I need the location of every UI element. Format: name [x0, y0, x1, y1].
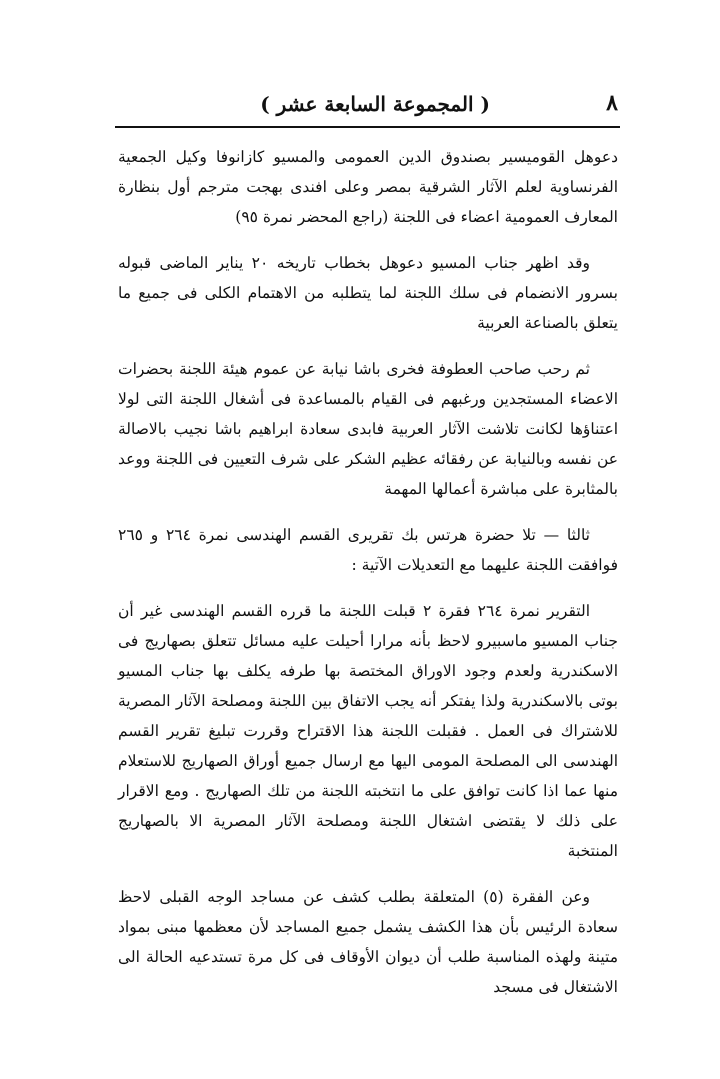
running-title: ( المجموعة السابعة عشر ) [260, 92, 490, 116]
paragraph-2: وقد اظهر جناب المسيو دعوهل بخطاب تاريخه ٢٠ يناير الماضى قبوله بسرور الانضمام فى سلك اللجنة لما يتطلبه من الاهتمام الكلى فى جميع ما يتعلق بالصناعة العربية [118, 254, 618, 332]
paragraph-4: ثالثا — تلا حضرة هرتس بك تقريرى القسم الهندسى نمرة ٢٦٤ و ٢٦٥ فوافقت اللجنة عليهما مع التعديلات الآتية : [118, 526, 618, 574]
paragraph-1: دعوهل القوميسير بصندوق الدين العمومى والمسيو كازانوفا وكيل الجمعية الفرنساوية لعلم الآثار الشرقية بمصر وعلى افندى بهجت مترجم أول بنظارة المعارف العمومية اعضاء فى اللجنة (راجع المحضر نمرة ٩٥) [118, 148, 618, 226]
page-header [115, 86, 620, 126]
paragraph-3: ثم رحب صاحب العطوفة فخرى باشا نيابة عن عموم هيئة اللجنة بحضرات الاعضاء المستجدين ورغبهم فى القيام بالمساعدة فى أشغال اللجنة التى لولا اعتناؤها لكانت تلاشت الآثار العربية فابدى سعادة ابراهيم باشا نجيب بالاصالة عن نفسه وبالنيابة عن رفقائه عظيم الشكر على شرف التعيين فى اللجنة ووعد بالمثابرة على مباشرة أعمالها المهمة [118, 360, 618, 498]
page-number: ٨ [606, 90, 618, 116]
header-rule [115, 126, 620, 128]
paragraph-5: التقرير نمرة ٢٦٤ فقرة ٢ قبلت اللجنة ما قرره القسم الهندسى غير أن جناب المسيو ماسبيرو لاحظ بأنه مرارا أحيلت عليه مسائل تتعلق بصهاريج فى الاسكندرية ولعدم وجود الاوراق المختصة بها طرفه يكلف بها جناب المسيو بوتى بالاسكندرية ولذا يفتكر أنه يجب الاتفاق بين اللجنة ومصلحة الآثار المصرية للاشتراك فى العمل . فقبلت اللجنة هذا الاقتراح وقررت تبليغ تقرير القسم الهندسى الى المصلحة المومى اليها مع ارسال جميع أوراق الصهاريج للاستعلام منها عما اذا كانت توافق على ما انتخبته اللجنة من تلك الصهاريج . ومع الاقرار على ذلك لا يقتضى اشتغال اللجنة ومصلحة الآثار المصرية الا بالصهاريج المنتخبة [118, 602, 618, 860]
body-text [118, 142, 618, 1002]
paragraph-6: وعن الفقرة (٥) المتعلقة بطلب كشف عن مساجد الوجه القبلى لاحظ سعادة الرئيس بأن هذا الكشف يشمل جميع المساجد لأن معظمها مبنى بمواد متينة ولهذه المناسبة طلب أن ديوان الأوقاف فى كل مرة تستدعيه الحالة الى الاشتغال فى مسجد [118, 888, 618, 996]
